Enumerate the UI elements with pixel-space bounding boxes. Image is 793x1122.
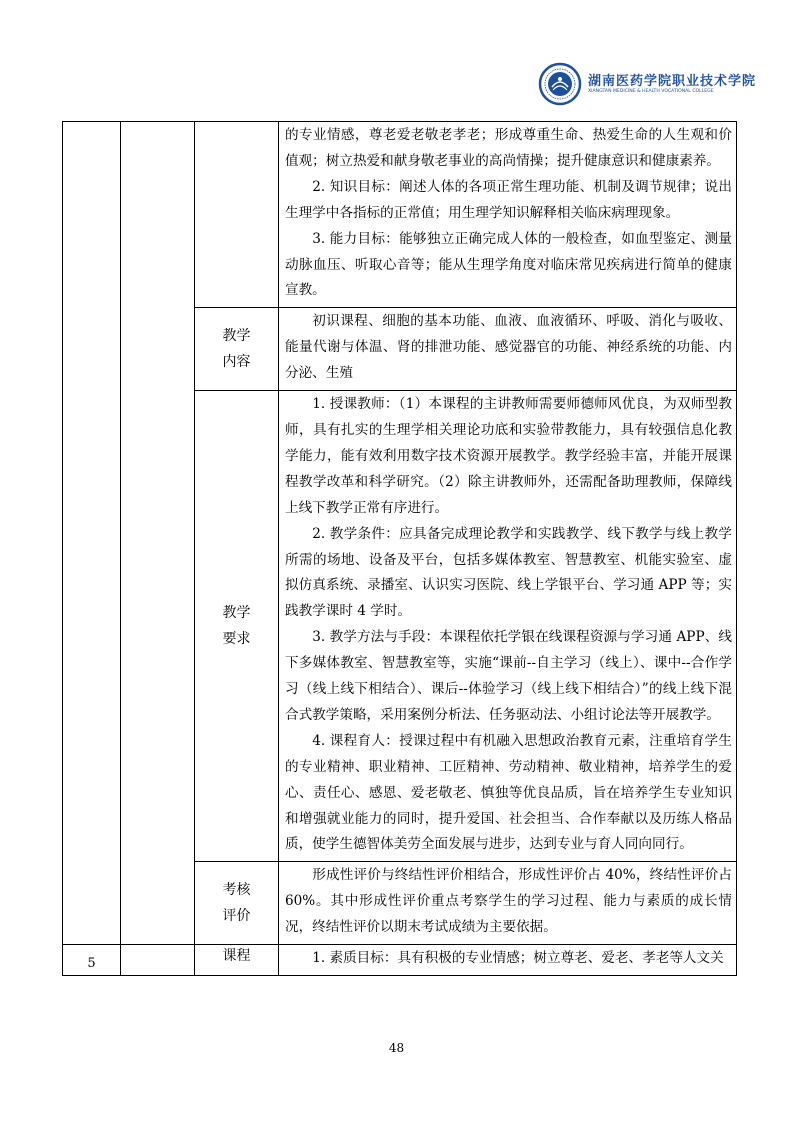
school-emblem-icon (538, 62, 582, 106)
row-label (195, 391, 279, 862)
school-logo (538, 62, 757, 110)
paragraph: 的专业情感，尊老爱老敬老孝老；形成尊重生命、热爱生命的人生观和价值观；树立热爱和献身敬老事业的高尚情操；提升健康意识和健康素养。 (285, 127, 732, 169)
course-name-cell (121, 945, 195, 976)
paragraph: 形成性评价与终结性评价相结合，形成性评价占 40%，终结性评价占 60%。其中形成性评价重点考察学生的学习过程、能力与素质的成长情况，终结性评价以期末考试成绩为主要依据。 (285, 867, 732, 936)
paragraph: 3. 教学方法与手段：本课程依托学银在线课程资源与学习通 APP、线下多媒体教室、智慧教室等，实施“课前--自主学习（线上）、课中--合作学习（线上线下相结合）、课后--体验学习（线上线下相结合）”的线上线下混合式教学策略，采用案例分析法、任务驱动法、小组讨论法等开展教学。 (285, 629, 732, 723)
row-label: 课程 (195, 945, 279, 976)
row-label (195, 308, 279, 391)
paragraph: 4. 课程育人：授课过程中有机融入思想政治教育元素，注重培育学生的专业精神、职业精神、工匠精神、劳动精神、敬业精神，培养学生的爱心、责任心、感恩、爱老敬老、慎独等优良品质，旨在培养学生专业知识和增强就业能力的同时，提升爱国、社会担当、合作奉献以及历练人格品质，使学生德智体美劳全面发展与进步，达到专业与育人同向同行。 (285, 732, 732, 853)
table-row (63, 122, 737, 308)
school-name: 湖南医药学院职业技术学院 (588, 74, 757, 89)
row-content (279, 308, 737, 391)
row-content (279, 862, 737, 945)
course-name-cell (121, 122, 195, 945)
row-number: 5 (63, 945, 121, 976)
page-number: 48 (388, 1041, 405, 1055)
paragraph: 1. 授课教师：（1）本课程的主讲教师需要师德师风优良，为双师型教师，具有扎实的生理学相关理论功底和实验带教能力，具有较强信息化教学能力，能有效利用数字技术资源开展教学。教学经验丰富，并能开展课程教学改革和科学研究。（2）除主讲教师外，还需配备助理教师，保障线上线下教学正常有序进行。 (285, 396, 732, 516)
course-table (62, 121, 737, 976)
paragraph: 初识课程、细胞的基本功能、血液、血液循环、呼吸、消化与吸收、能量代谢与体温、肾的排泄功能、感觉器官的功能、神经系统的功能、内分泌、生殖 (285, 313, 732, 382)
row-content (279, 945, 737, 976)
table-row (63, 945, 737, 976)
row-label (195, 862, 279, 945)
paragraph: 2. 教学条件：应具备完成理论教学和实践教学、线下教学与线上教学所需的场地、设备及平台，包括多媒体教室、智慧教室、机能实验室、虚拟仿真系统、录播室、认识实习医院、线上学银平台、学习通 APP 等；实践教学课时 4 学时。 (285, 525, 732, 620)
paragraph: 3. 能力目标：能够独立正确完成人体的一般检查，如血型鉴定、测量动脉血压、听取心音等；能从生理学角度对临床常见疾病进行简单的健康宣教。 (285, 230, 732, 299)
row-label-text: 教学要求 (222, 605, 251, 648)
school-name-en: XIANGTAN MEDICINE & HEALTH VOCATIONAL COLLEGE (588, 89, 714, 94)
row-label (195, 122, 279, 308)
row-label-text: 考核评价 (222, 882, 251, 925)
paragraph: 1. 素质目标：具有积极的专业情感；树立尊老、爱老、孝老等人文关 (312, 950, 724, 967)
row-label-text: 教学内容 (222, 328, 251, 371)
row-content (279, 391, 737, 862)
row-content (279, 122, 737, 308)
number-cell (63, 122, 121, 945)
paragraph: 2. 知识目标：阐述人体的各项正常生理功能、机制及调节规律；说出生理学中各指标的正常值；用生理学知识解释相关临床病理现象。 (285, 178, 732, 221)
